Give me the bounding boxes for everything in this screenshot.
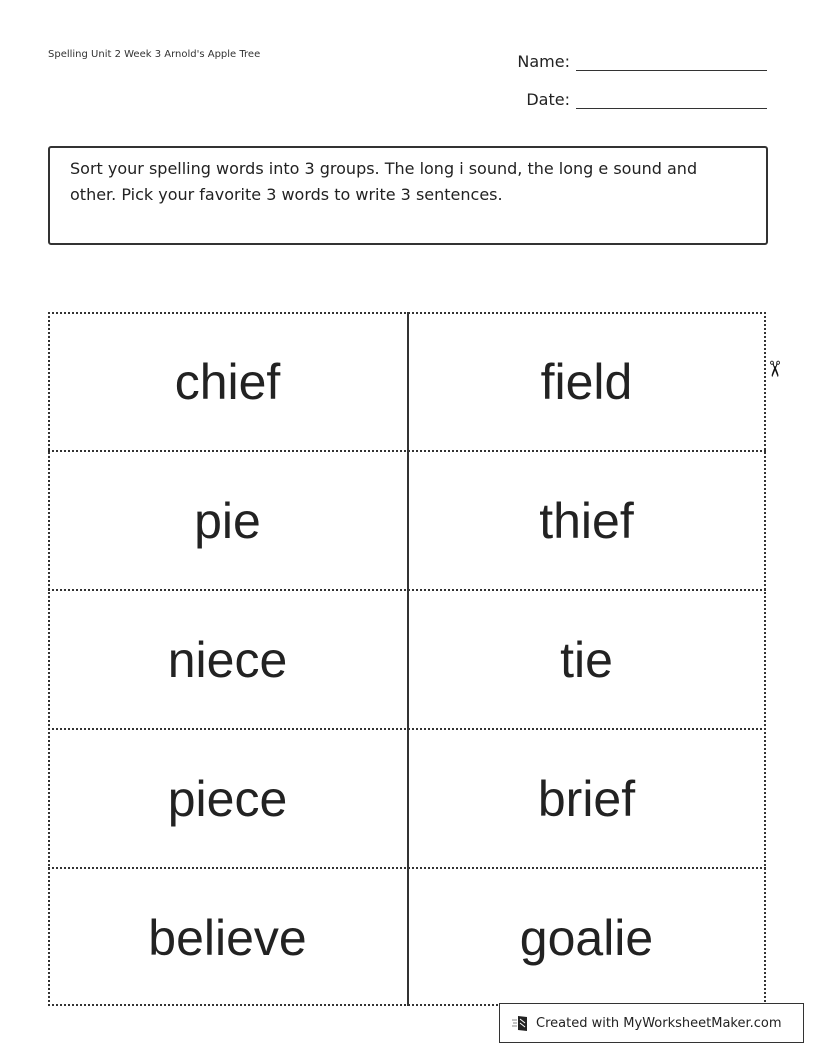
word-card: field (540, 353, 633, 410)
word-card: pie (194, 492, 261, 549)
scissors-icon: ✂ (761, 359, 787, 379)
name-line[interactable] (576, 52, 767, 71)
word-card: piece (167, 770, 288, 827)
date-line[interactable] (576, 90, 767, 109)
worksheet-logo-icon (512, 1014, 528, 1032)
word-card: tie (560, 631, 613, 688)
word-card: thief (539, 492, 634, 549)
instructions-box (48, 146, 768, 245)
word-card-grid (48, 312, 766, 1006)
name-label: Name: (517, 52, 570, 71)
word-card: niece (167, 631, 288, 688)
credit-text: Created with MyWorksheetMaker.com (536, 1015, 782, 1031)
date-label: Date: (526, 90, 570, 109)
worksheet-subtitle: Spelling Unit 2 Week 3 Arnold's Apple Tree (48, 49, 261, 60)
name-field (500, 52, 767, 71)
word-card: brief (537, 770, 636, 827)
word-card: goalie (519, 909, 654, 966)
word-card: chief (174, 353, 281, 410)
instructions-text: Sort your spelling words into 3 groups. The long i sound, the long e sound and other. Pick your favorite 3 words to write 3 sentences. (70, 159, 698, 204)
credit-badge[interactable] (499, 1003, 804, 1043)
word-card: believe (148, 909, 307, 966)
date-field (500, 90, 767, 109)
